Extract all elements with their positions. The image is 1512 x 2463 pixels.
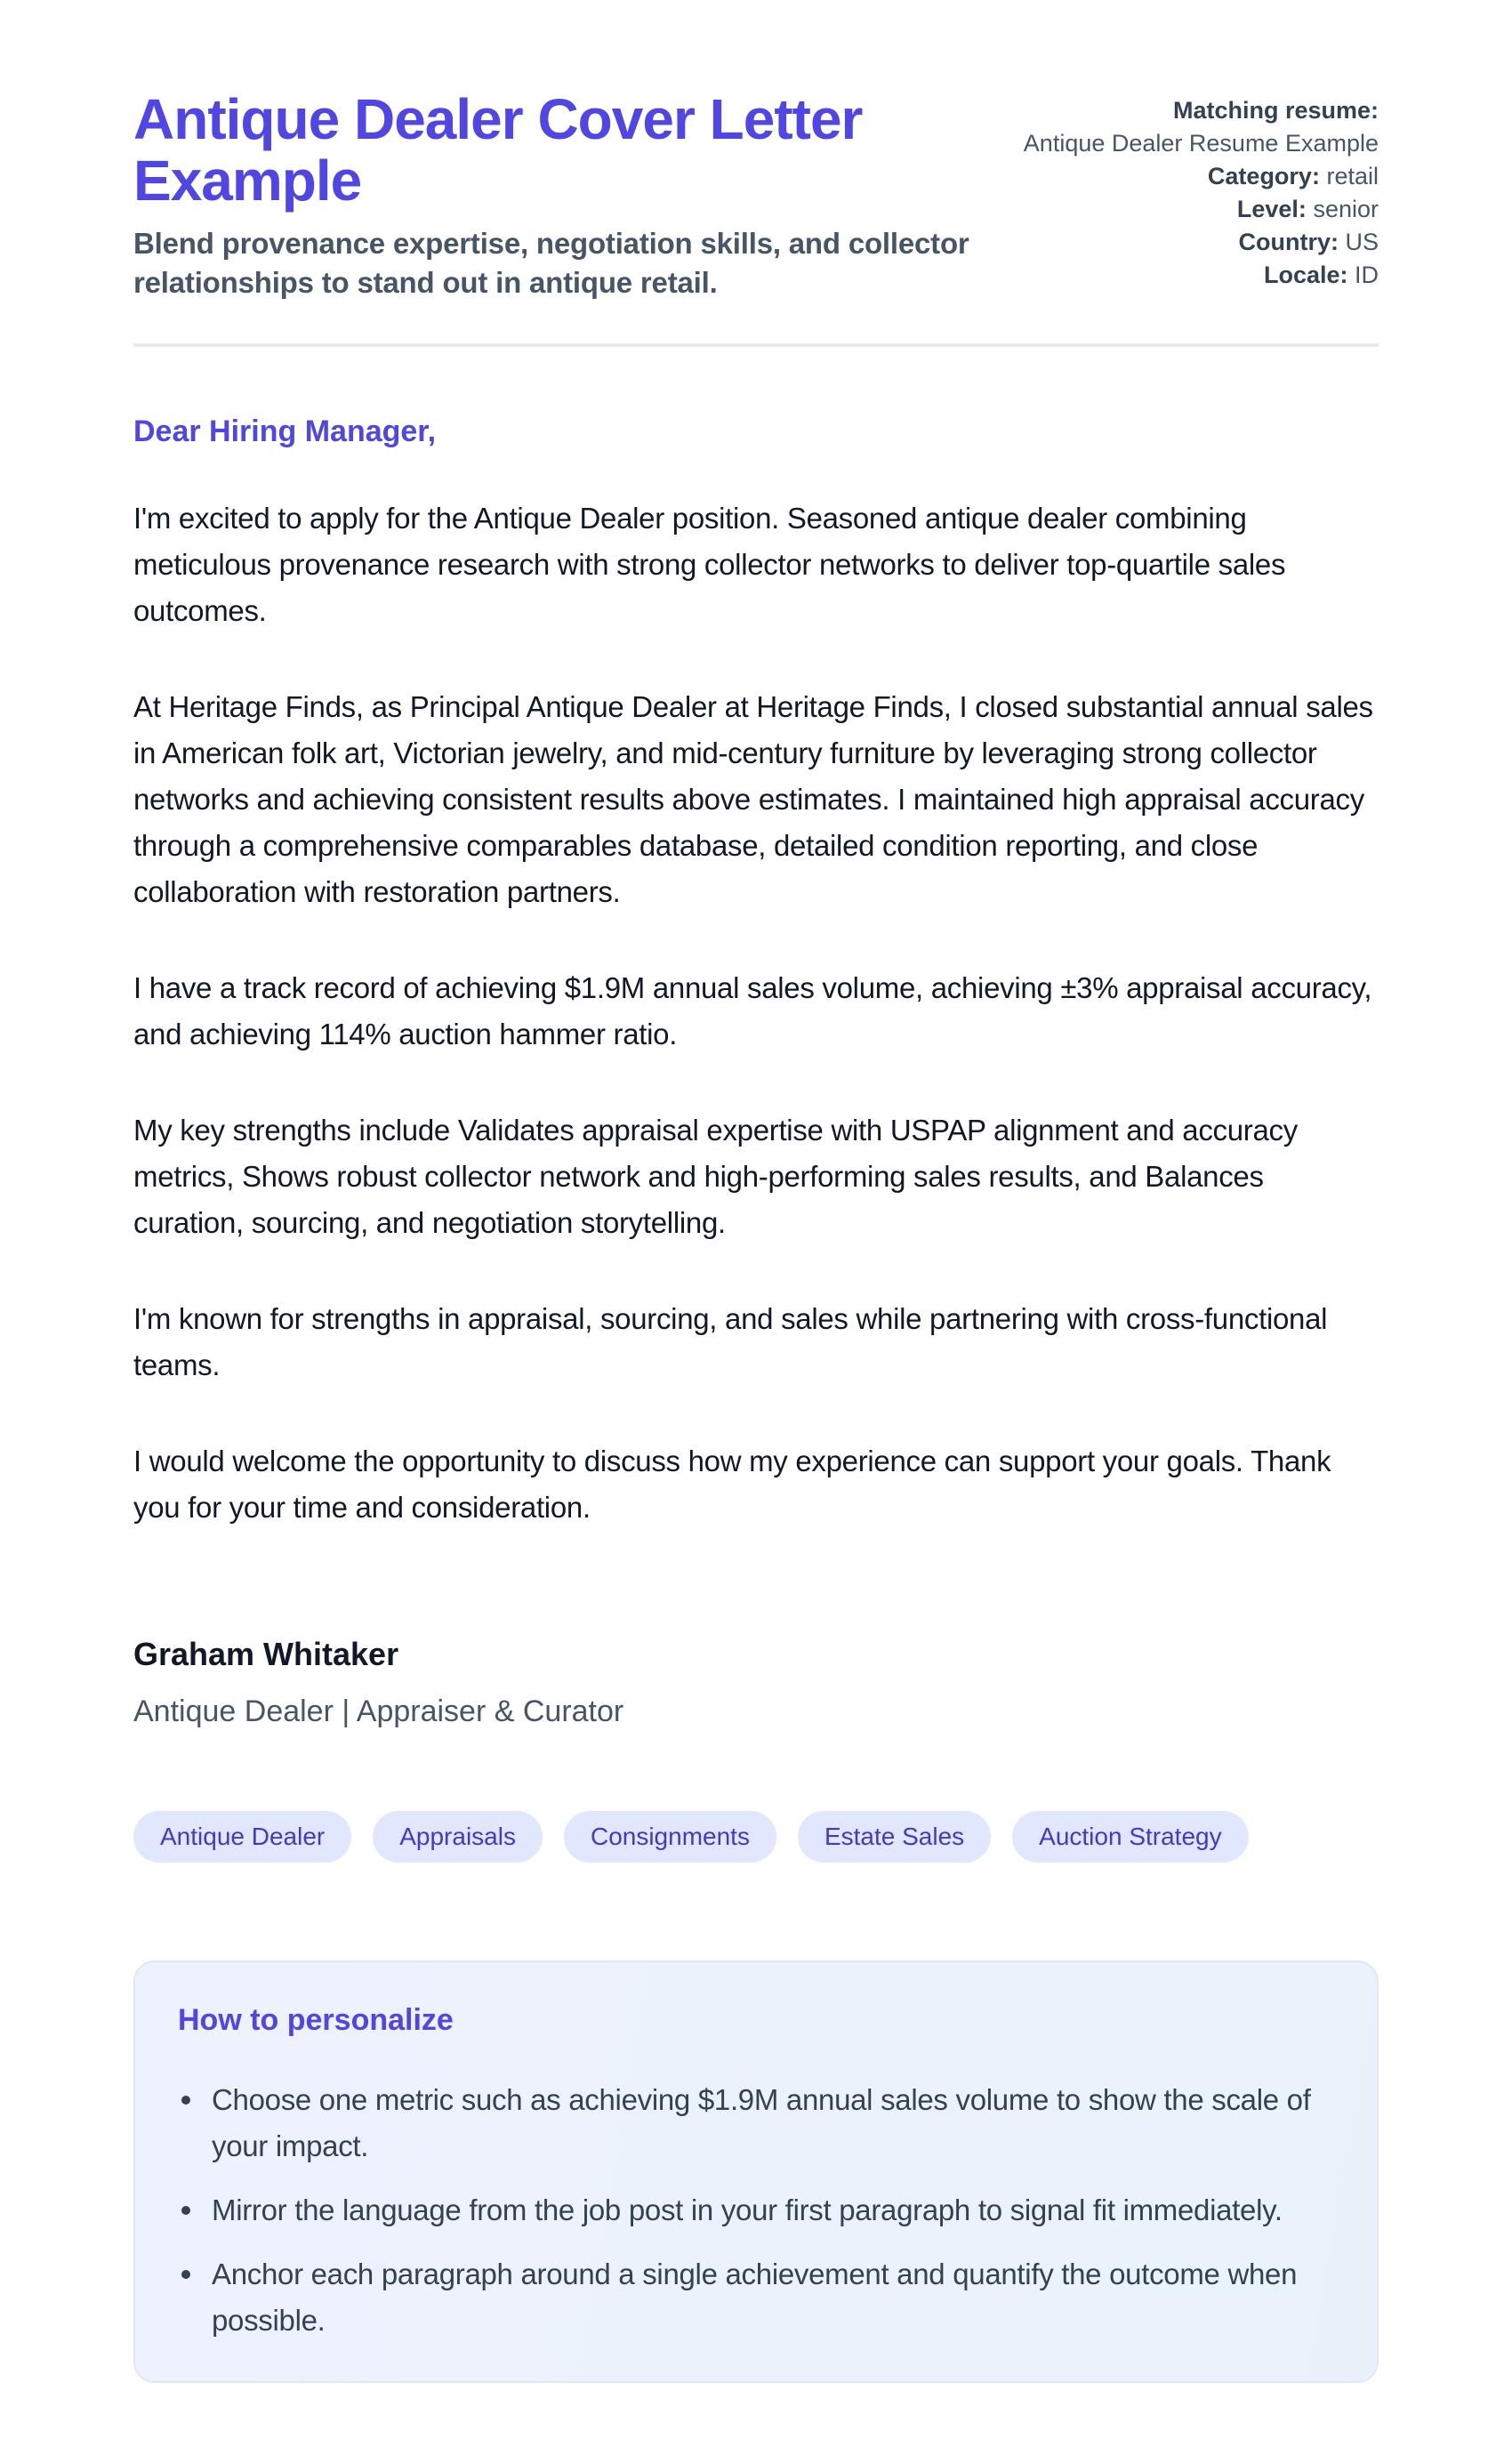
letter-paragraph: At Heritage Finds, as Principal Antique Dealer at Heritage Finds, I closed substantial annual sales in American folk art, Victorian jewelry, and mid-century furniture by leveraging strong collector networks and achieving consistent results above estimates. I maintained high appraisal accuracy through a comprehensive comparables database, detailed condition reporting, and close collaboration with restoration partners. [133,690,1373,908]
header-left [133,89,987,302]
meta-country-value: US [1345,229,1379,255]
meta-level-value: senior [1313,196,1379,222]
letter-paragraph: My key strengths include Validates appraisal expertise with USPAP alignment and accuracy metrics, Shows robust collector network and high-performing sales results, and Balances curation, sourcing, and negotiation storytelling. [133,1114,1298,1239]
letter-paragraph: I'm known for strengths in appraisal, sourcing, and sales while partnering with cross-functional teams. [133,1302,1328,1381]
personalize-tip: Choose one metric such as achieving $1.9M annual sales volume to show the scale of your impact. [178,2077,1327,2169]
meta-level-label: Level: [1236,196,1307,222]
signature-block [133,1636,1379,1729]
meta-locale-label: Locale: [1263,262,1348,288]
meta-level [1023,193,1379,226]
page-title: Antique Dealer Cover Letter Example [133,87,863,213]
tag-list [133,1811,1379,1863]
tag-appraisals[interactable]: Appraisals [373,1811,543,1863]
page-subtitle: Blend provenance expertise, negotiation skills, and collector relationships to stand out in antique retail. [133,227,969,299]
meta-matching-resume [1023,94,1379,160]
letter-paragraph: I'm excited to apply for the Antique Dealer position. Seasoned antique dealer combining meticulous provenance research with strong collector networks to deliver top-quartile sales outcomes. [133,502,1286,627]
personalize-callout [133,1960,1379,2383]
signature-role: Antique Dealer | Appraiser & Curator [133,1694,624,1728]
header-divider [133,343,1379,347]
personalize-tip: Mirror the language from the job post in your first paragraph to signal fit immediately. [178,2187,1327,2234]
signature-name: Graham Whitaker [133,1636,399,1672]
resume-meta [1023,89,1379,292]
salutation: Dear Hiring Manager, [133,415,437,448]
meta-category-value: retail [1326,163,1379,189]
meta-category-label: Category: [1207,163,1320,189]
meta-locale [1023,259,1379,292]
meta-matching-resume-label: Matching resume: [1172,97,1379,124]
tag-consignments[interactable]: Consignments [564,1811,776,1863]
meta-country [1023,226,1379,259]
meta-locale-value: ID [1355,262,1379,288]
tag-antique-dealer[interactable]: Antique Dealer [133,1811,351,1863]
personalize-tip: Anchor each paragraph around a single achievement and quantify the outcome when possible. [178,2251,1327,2344]
letter-body [133,415,1379,1729]
meta-category [1023,160,1379,193]
header [133,89,1379,302]
letter-paragraph: I have a track record of achieving $1.9M annual sales volume, achieving ±3% appraisal accuracy, and achieving 114% auction hammer ratio. [133,971,1372,1050]
meta-matching-resume-value: Antique Dealer Resume Example [1023,130,1379,157]
personalize-tip-list [178,2077,1327,2344]
tag-estate-sales[interactable]: Estate Sales [798,1811,991,1863]
letter-paragraph: I would welcome the opportunity to discuss how my experience can support your goals. Thank you for your time and consideration. [133,1445,1331,1524]
personalize-title: How to personalize [178,2003,454,2037]
tag-auction-strategy[interactable]: Auction Strategy [1012,1811,1248,1863]
meta-country-label: Country: [1238,229,1339,255]
